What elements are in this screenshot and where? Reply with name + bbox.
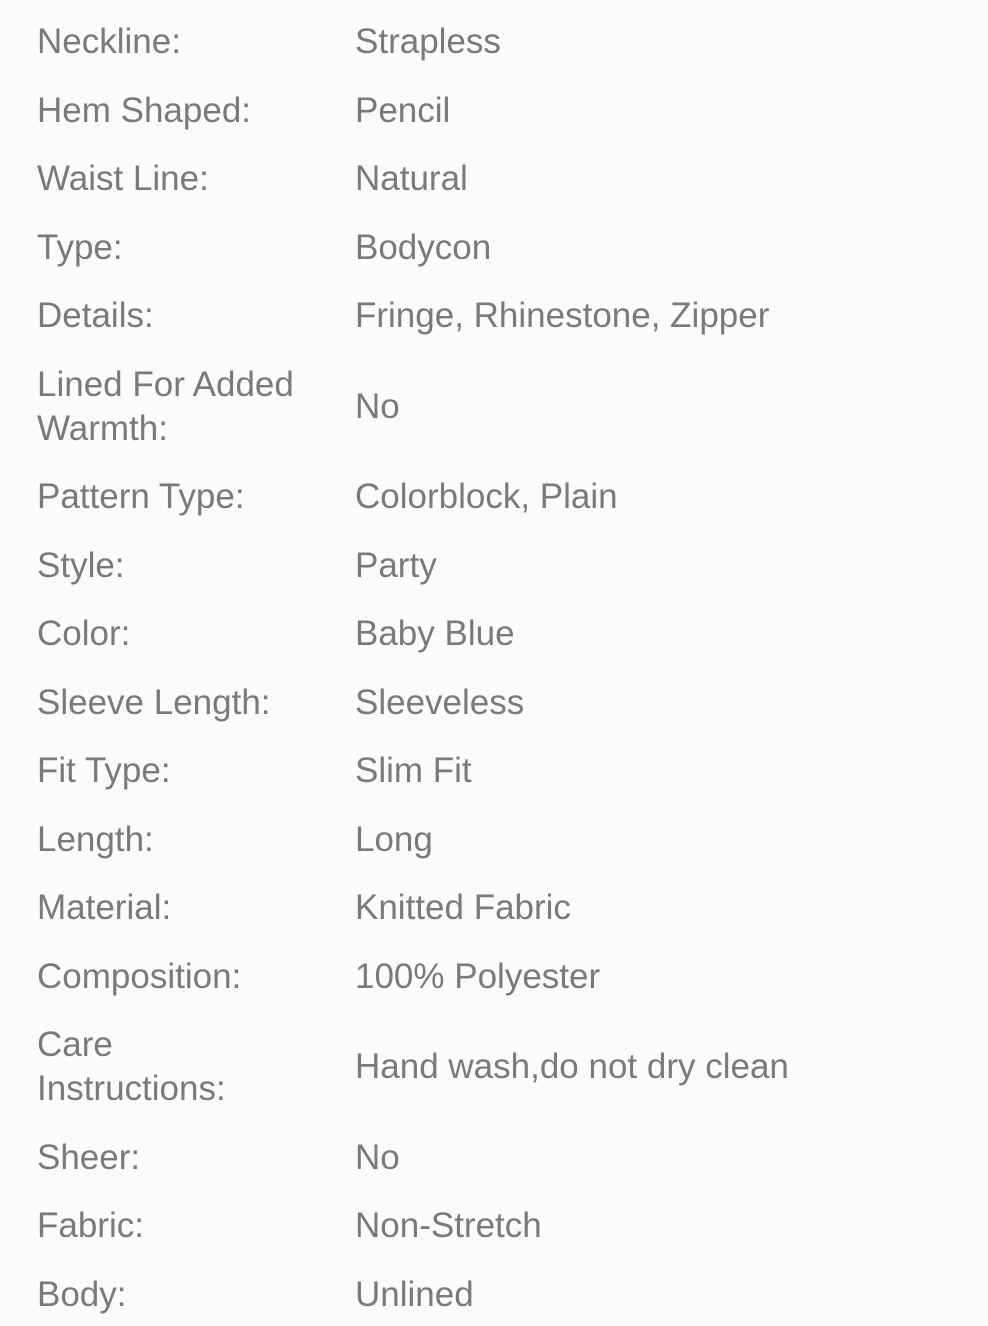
spec-label: Waist Line:: [37, 159, 209, 198]
spec-row-sheer: [37, 1136, 958, 1180]
spec-label: Hem Shaped:: [37, 90, 252, 130]
spec-label: Color:: [37, 614, 131, 653]
spec-value: Party: [355, 545, 437, 585]
spec-label: Fit Type:: [37, 751, 171, 790]
spec-label: Sheer:: [37, 1137, 141, 1177]
spec-row-color: [37, 612, 958, 656]
spec-row-length: [37, 818, 958, 862]
spec-label: Lined For Added Warmth:: [37, 364, 294, 448]
spec-label: Pattern Type:: [37, 477, 245, 516]
spec-value: Natural: [355, 159, 468, 198]
spec-label: Style:: [37, 545, 125, 585]
spec-value: Pencil: [355, 90, 451, 130]
spec-row-lined-for-added-warmth: [37, 363, 958, 451]
spec-label: Material:: [37, 888, 172, 927]
spec-label: Fabric:: [37, 1206, 144, 1245]
spec-row-sleeve-length: [37, 681, 958, 725]
spec-row-material: [37, 886, 958, 930]
spec-row-type: [37, 226, 958, 270]
spec-row-fabric: [37, 1204, 958, 1248]
spec-value: No: [355, 386, 400, 426]
spec-row-pattern-type: [37, 475, 958, 519]
spec-row-waist-line: [37, 157, 958, 201]
spec-value: Sleeveless: [355, 682, 525, 722]
spec-row-body: [37, 1273, 958, 1317]
spec-value: Knitted Fabric: [355, 888, 571, 927]
spec-value: Hand wash,do not dry clean: [355, 1047, 789, 1086]
spec-label: Care Instructions:: [37, 1025, 226, 1108]
spec-value: Strapless: [355, 22, 501, 61]
spec-row-neckline: [37, 20, 958, 64]
spec-label: Body:: [37, 1274, 127, 1314]
spec-label: Sleeve Length:: [37, 682, 271, 722]
spec-row-hem-shaped: [37, 89, 958, 133]
spec-row-style: [37, 544, 958, 588]
spec-row-fit-type: [37, 749, 958, 793]
spec-value: No: [355, 1137, 400, 1177]
spec-row-details: [37, 294, 958, 338]
spec-value: Slim Fit: [355, 751, 472, 790]
spec-label: Type:: [37, 227, 123, 267]
spec-label: Details:: [37, 296, 154, 335]
spec-value: Long: [355, 819, 433, 859]
spec-value: Bodycon: [355, 227, 492, 267]
spec-row-care-instructions: [37, 1023, 958, 1111]
spec-label: Length:: [37, 819, 154, 859]
spec-value: Non-Stretch: [355, 1206, 542, 1245]
spec-value: Unlined: [355, 1274, 474, 1314]
spec-label: Neckline:: [37, 22, 181, 61]
spec-value: Fringe, Rhinestone, Zipper: [355, 296, 770, 335]
spec-value: Colorblock, Plain: [355, 477, 618, 516]
spec-label: Composition:: [37, 956, 242, 996]
spec-value: Baby Blue: [355, 614, 515, 653]
spec-value: 100% Polyester: [355, 956, 601, 996]
spec-row-composition: [37, 955, 958, 999]
